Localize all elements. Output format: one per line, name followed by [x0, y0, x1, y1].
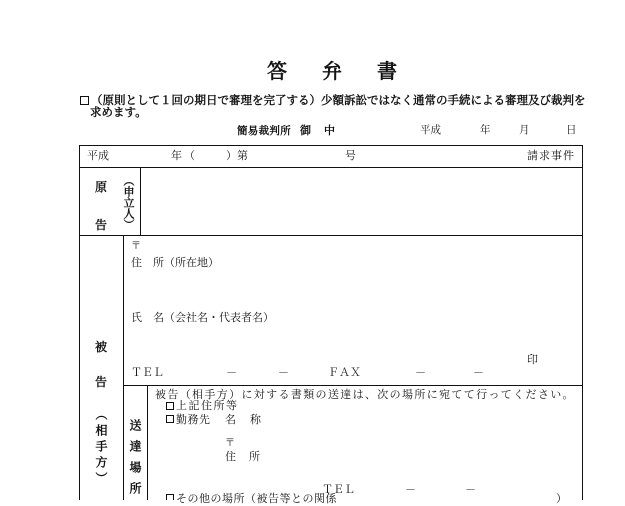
service-tel-dash-1: －: [405, 483, 416, 496]
workplace-option: 勤務先: [176, 413, 211, 426]
court-honorific-on: 御: [300, 124, 311, 137]
case-row-divider: [79, 167, 583, 168]
procedure-request-text-cont: 求めます。: [90, 106, 147, 119]
plaintiff-role-label: （申立人）: [122, 175, 134, 230]
defendant-label-1: 被: [95, 340, 108, 354]
service-tel-label: ＴＥＬ: [322, 483, 355, 496]
defendant-label-divider: [123, 235, 124, 500]
date-era: 平成: [420, 124, 441, 136]
defendant-fax-label: ＦＡＸ: [328, 366, 361, 379]
case-number-suffix: 号: [345, 149, 356, 162]
service-address-label: 送達場所: [128, 419, 142, 503]
defendant-label-2: 告: [95, 375, 108, 389]
defendant-tel-dash-2: －: [278, 366, 289, 379]
date-month-label: 月: [519, 124, 530, 136]
defendant-tel-dash-1: －: [226, 366, 237, 379]
workplace-name-label: 名 称: [225, 413, 263, 426]
registered-address-option: 上記住所等: [176, 400, 239, 412]
defendant-address-label: 住 所（所在地）: [131, 256, 219, 269]
procedure-request-checkbox[interactable]: [80, 96, 89, 105]
plaintiff-label-2: 告: [95, 218, 108, 232]
table-border-left: [79, 145, 80, 500]
date-day-label: 日: [566, 124, 577, 136]
plaintiff-row-divider: [79, 235, 583, 236]
procedure-request-text: （原則として１回の期日で審理を完了する）少額訴訟ではなく通常の手続による審理及び裁判を: [91, 94, 586, 107]
service-label-divider: [147, 385, 148, 500]
service-postal-mark: 〒: [225, 437, 235, 449]
seal-mark: 印: [527, 353, 538, 366]
service-section-divider: [123, 385, 583, 386]
table-border-top: [79, 145, 583, 146]
other-location-option: その他の場所（被告等との関係: [176, 493, 337, 505]
defendant-fax-dash-2: －: [473, 366, 484, 379]
service-instruction-text: 被告（相手方）に対する書類の送達は、次の場所に宛てて行ってください。: [155, 388, 575, 401]
case-type-label: 請求事件: [527, 149, 575, 162]
defendant-postal-mark: 〒: [131, 241, 141, 252]
other-location-close-paren: ）: [556, 493, 567, 505]
workplace-checkbox[interactable]: [166, 415, 174, 423]
defendant-role-label: （相手方）: [94, 408, 108, 488]
court-honorific-chu: 中: [324, 124, 335, 137]
defendant-fax-dash-1: －: [415, 366, 426, 379]
registered-address-checkbox[interactable]: [166, 402, 174, 410]
table-border-right: [582, 145, 583, 500]
case-number-label: ）第: [226, 149, 248, 162]
case-era: 平成: [87, 149, 109, 162]
defendant-tel-label: ＴＥＬ: [131, 366, 164, 379]
plaintiff-label-divider: [140, 167, 141, 235]
document-title: 答 弁 書: [267, 61, 405, 83]
plaintiff-label-1: 原: [95, 180, 108, 194]
court-name-label: 簡易裁判所: [237, 124, 291, 137]
service-address-field-label: 住 所: [225, 450, 261, 463]
date-year-label: 年: [480, 124, 491, 136]
defendant-name-label: 氏 名（会社名・代表者名）: [131, 311, 274, 324]
service-tel-dash-2: －: [465, 483, 476, 496]
other-location-checkbox[interactable]: [166, 494, 174, 500]
case-year-label: 年（: [171, 149, 197, 162]
